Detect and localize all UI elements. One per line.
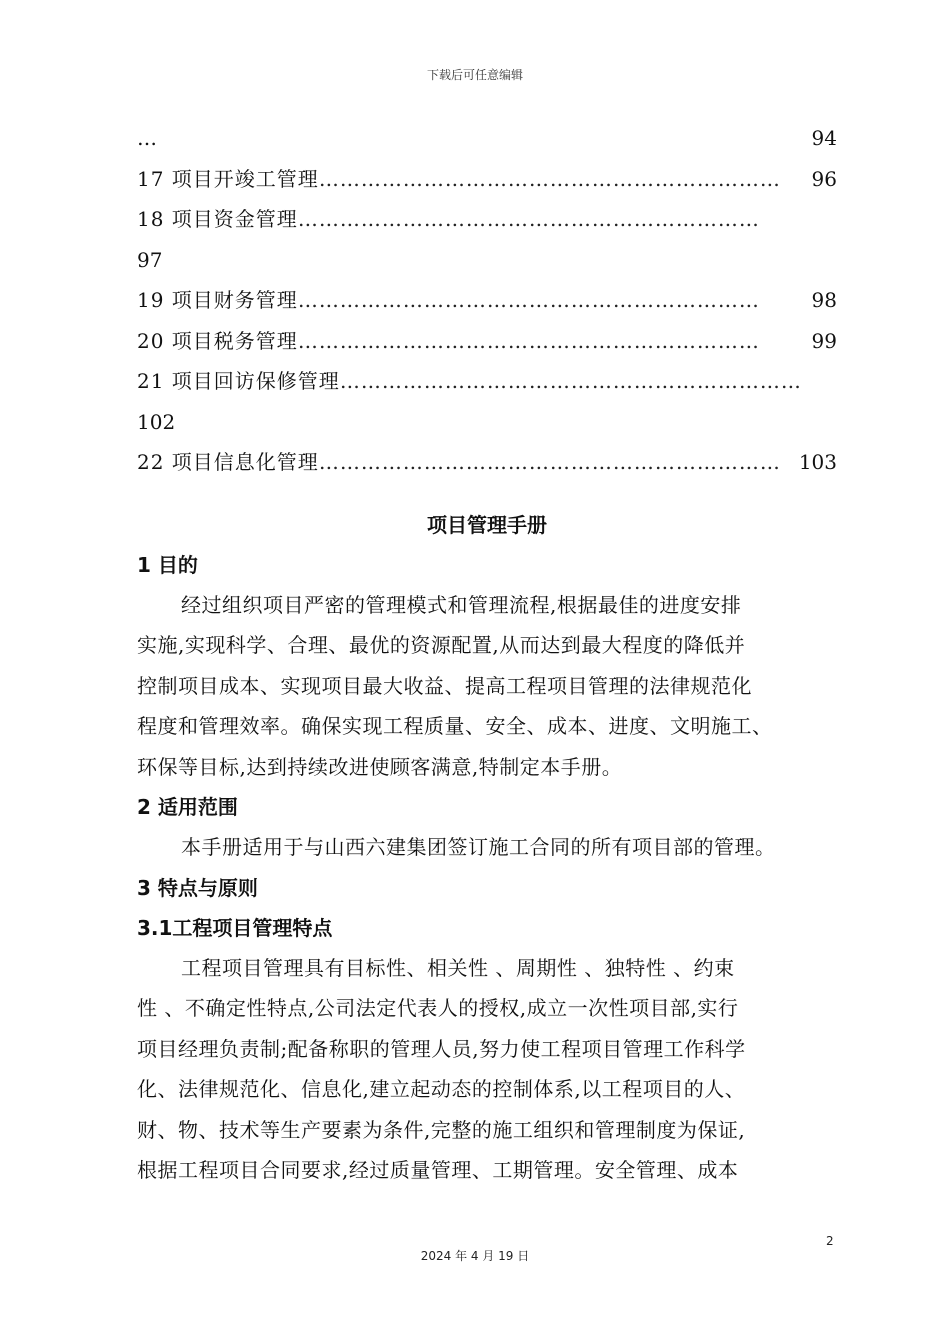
paragraph-line: 项目经理负责制;配备称职的管理人员,努力使工程项目管理工作科学 — [137, 1036, 746, 1061]
paragraph-line: 环保等目标,达到持续改进使顾客满意,特制定本手册。 — [137, 754, 623, 779]
toc-leader: ………………………………………………………… — [339, 369, 802, 393]
table-of-contents — [137, 118, 837, 483]
toc-leader: ………………………………………………………… — [297, 207, 760, 231]
toc-label: 20 项目税务管理 — [137, 328, 298, 353]
document-body — [137, 118, 837, 1191]
toc-page: 96 — [811, 166, 837, 191]
toc-page: 94 — [811, 126, 837, 150]
toc-leader: ………………………………………………………… — [318, 450, 781, 474]
page-number: 2 — [826, 1234, 834, 1248]
toc-page: 103 — [798, 450, 837, 474]
section-heading: 3 特点与原则 — [137, 875, 258, 900]
page-header: 下载后可任意编辑 — [426, 68, 523, 82]
toc-entry — [137, 159, 837, 200]
toc-entry — [137, 402, 837, 443]
subsection-heading: 3.1工程项目管理特点 — [137, 915, 333, 940]
paragraph-line: 本手册适用于与山西六建集团签订施工合同的所有项目部的管理。 — [181, 835, 776, 859]
toc-label: 19 项目财务管理 — [137, 288, 298, 312]
toc-label: 22 项目信息化管理 — [137, 450, 319, 474]
paragraph-line: 经过组织项目严密的管理模式和管理流程,根据最佳的进度安排 — [181, 592, 742, 617]
document-title: 项目管理手册 — [427, 512, 547, 537]
paragraph-line: 程度和管理效率。确保实现工程质量、安全、成本、进度、文明施工、 — [137, 714, 773, 738]
toc-label: 17 项目开竣工管理 — [137, 166, 319, 191]
toc-entry — [137, 321, 837, 362]
toc-page: 98 — [811, 288, 837, 312]
toc-entry — [137, 442, 837, 483]
toc-entry — [137, 361, 837, 402]
paragraph-line: 化、法律规范化、信息化,建立起动态的控制体系,以工程项目的人、 — [137, 1077, 746, 1101]
toc-leader: ………………………………………………………… — [297, 288, 760, 312]
toc-label: … — [137, 126, 158, 150]
paragraph-line: 工程项目管理具有目标性、相关性 、周期性 、独特性 、约束 — [181, 955, 735, 980]
paragraph-line: 根据工程项目合同要求,经过质量管理、工期管理。安全管理、成本 — [137, 1158, 739, 1182]
paragraph-purpose — [137, 585, 837, 788]
paragraph-line: 实施,实现科学、合理、最优的资源配置,从而达到最大程度的降低并 — [137, 633, 746, 657]
paragraph-line: 控制项目成本、实现项目最大收益、提高工程项目管理的法律规范化 — [137, 673, 752, 698]
toc-page: 102 — [137, 409, 176, 434]
toc-entry — [137, 118, 837, 159]
toc-leader: ………………………………………………………… — [318, 166, 781, 191]
paragraph-line: 财、物、技术等生产要素为条件,完整的施工组织和管理制度为保证, — [137, 1117, 746, 1142]
toc-entry — [137, 240, 837, 281]
toc-label: 18 项目资金管理 — [137, 207, 298, 231]
paragraph-scope — [137, 827, 837, 868]
toc-entry — [137, 280, 837, 321]
section-heading: 1 目的 — [137, 552, 198, 577]
toc-leader: ………………………………………………………… — [297, 328, 760, 353]
section-heading: 2 适用范围 — [137, 795, 238, 819]
paragraph-features — [137, 948, 837, 1191]
toc-page: 97 — [137, 247, 163, 272]
toc-label: 21 项目回访保修管理 — [137, 369, 340, 393]
toc-page: 99 — [811, 328, 837, 353]
toc-entry — [137, 199, 837, 240]
paragraph-line: 性 、不确定性特点,公司法定代表人的授权,成立一次性项目部,实行 — [137, 996, 739, 1020]
page-footer-date: 2024 年 4 月 19 日 — [420, 1249, 530, 1263]
